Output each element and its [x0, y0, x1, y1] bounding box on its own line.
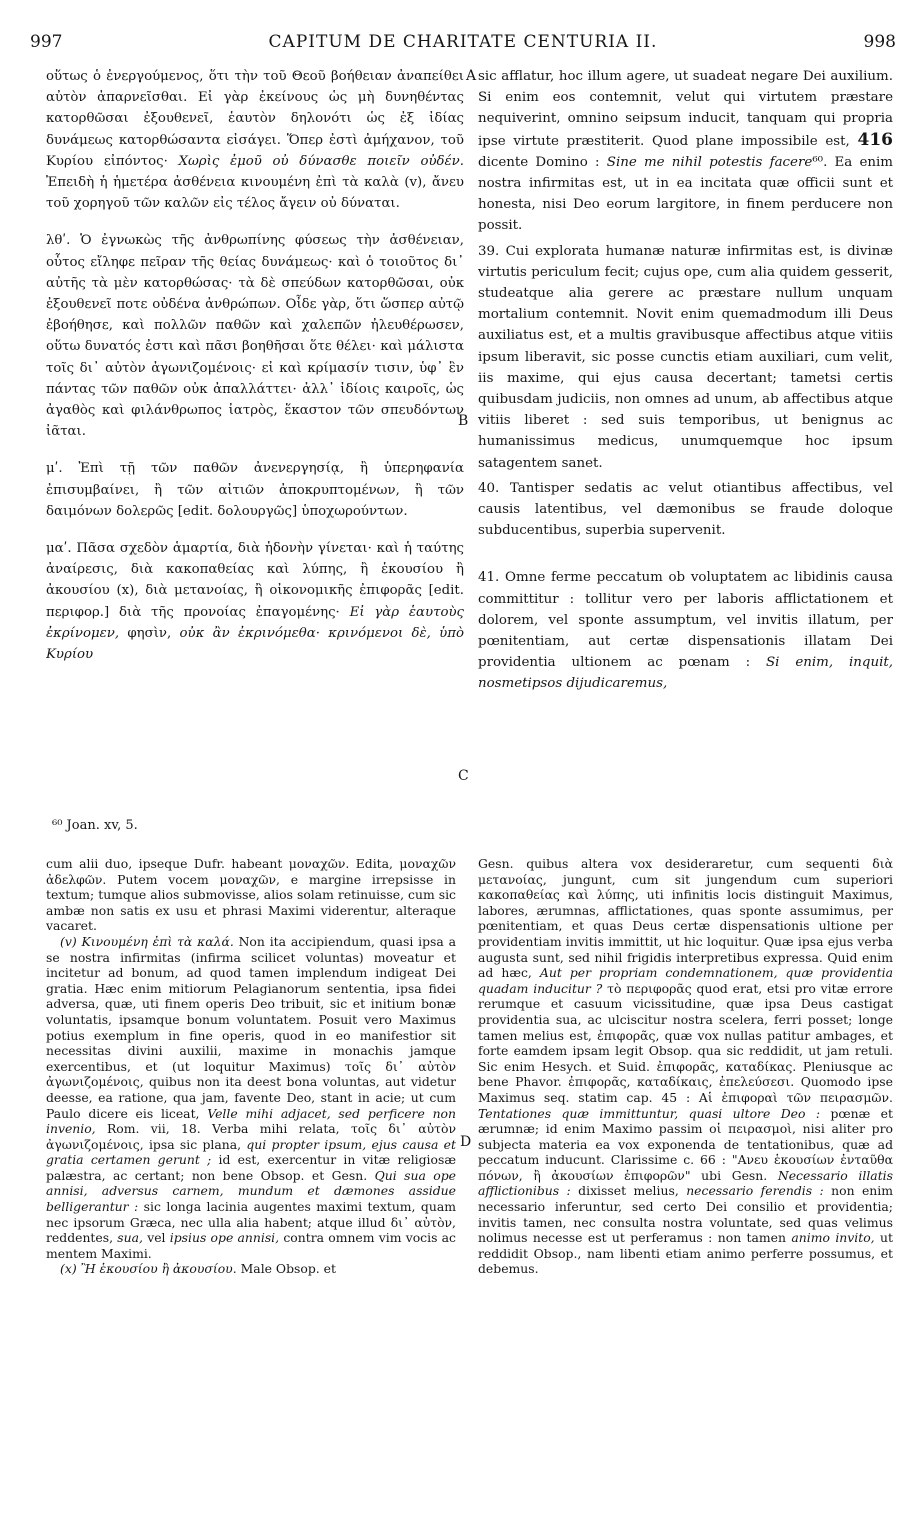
greek-paragraph-41: μαʹ. Πᾶσα σχεδὸν ἁμαρτία, διὰ ἡδονὴν γίνεται· καὶ ἡ ταύτης ἀναίρεσις, διὰ κακοπαθείας καὶ λύπης, ἢ ἑκουσίου ἢ ἀκουσίου (x), διὰ μετανοίας, ἢ οἰκονομικῆς ἐπιφορᾶς [edit. περιφορ.] διὰ τῆς προνοίας ἐπαγομένης· Εἰ γὰρ ἑαυτοὺς ἐκρίνομεν, φησὶν, οὐκ ἂν ἐκρινόμεθα· κρινόμενοι δὲ, ὑπὸ Κυρίου [46, 541, 464, 663]
note-x-continued: Gesn. quibus altera vox desideraretur, cum sequenti διὰ μετανοίας, jungunt, cum sit jungendum cum superiori κακοπαθείας καὶ λύπης, uti infinitis locis distinguit Maximus, labores, ærumnas, afflictationes, quas sponte assumimus, per pœnitentiam, et quas Deus certæ dispensationis ultione per providentiam invitis immittit, ut hic loquitur. Quæ ipsa ejus verba augusta sunt, sed nihil frigidis interpretibus expressa. Quid enim ad hæc, Aut per propriam condemnationem, quæ providentia quadam inducitur ? τὸ περιφορᾶς quod erat, etsi pro vitæ errore rerumque et casuum vicissitudine, quæ ipsa Deus castigat providentia sua, ac ulciscitur nostra scelera, ferri posset; longe tamen melius est, ἐπιφορᾶς, quæ vox nullas patitur ambages, et forte eamdem ipsam legit Obsop. qua sic reddidit, ut jam retuli. Sic enim Hesych. et Suid. ἐπιφορᾶς, καταδίκας. Pleniusque ac bene Phavor. ἐπιφορᾶς, καταδίκαις, ἐπελεύσεσι. Quomodo ipse Maximus seq. statim cap. 45 : Αἱ ἐπιφοραὶ τῶν πειρασμῶν. Tentationes quæ immittuntur, quasi ultore Deo : pœnæ et ærumnæ; id enim Maximo passim οἱ πειρασμοὶ, nisi aliter pro subjecta materia ea vox exponenda de tentationibus, quæ ad peccatum inducunt. Clarissime c. 66 : "Ανευ ἑκουσίων ἐνταῦθα πόνων, ἢ ἀκουσίων ἐπιφορῶν" ubi Gesn. Necessario illatis afflictionibus : dixisset melius, necessario ferendis : non enim necessario inferuntur, sed certo Dei consilio et providentia; invitis tamen, nec consulta nostra voluntate, sed quas velimus nolimus necesse est ut perferamus : non tamen animo invito, ut reddidit Obsop., nam libenti etiam animo perferre possumus, et debemus. [478, 856, 893, 1277]
latin-scripture-quote: Sine me nihil potestis facere [606, 154, 813, 170]
running-header [30, 32, 896, 58]
page-title: CAPITUM DE CHARITATE CENTURIA II. [268, 32, 658, 52]
margin-letter-b: B [458, 413, 469, 429]
page-number-right: 998 [863, 32, 896, 52]
note-x: (x) Ἢ ἑκουσίου ἢ ἀκουσίου. Male Obsop. et [60, 1261, 336, 1277]
notes-left-column [46, 856, 456, 1496]
greek-paragraph-40: μʹ. Ἐπὶ τῇ τῶν παθῶν ἀνενεργησίᾳ, ἢ ὑπερηφανία ἐπισυμβαίνει, ἢ τῶν αἰτιῶν ἀποκρυπτομένων, ἢ τῶν δαιμόνων δολερῶς [edit. δολουργῶς] ὑποχωρούντων. [46, 461, 464, 519]
note-v: (v) Κινουμένη ἐπὶ τὰ καλά. Non ita accipiendum, quasi ipsa a se nostra infirmitas (infirma scilicet voluntas) moveatur et incitetur ad bonum, ad quod tamen implendum indigeat Dei gratia. Hæc enim mitiorum Pelagianorum sententia, ipsa fidei adversa, quæ, uti finem operis Deo tribuit, sic et initium bonæ voluntatis, ipsamque bonum voluntatem. Posuit vero Maximus potius exemplum in fine operis, quod in eo manifestior sit necessitas divini auxilii, maxime in monachis jamque exercentibus, et (ut loquitur Maximus) τοῖς δι᾽ αὐτὸν ἀγωνιζομένοις, quibus non ita deest bona voluntas, aut videtur deesse, ea ratione, qua jam, favente Deo, stant in acie; ut cum Paulo dicere eis liceat, Velle mihi adjacet, sed perficere non invenio, Rom. vii, 18. Verba mihi relata, τοῖς δι᾽ αὐτὸν ἀγωνιζομένοις, ipsa sic plana, qui propter ipsum, ejus causa et gratia certamen gerunt ; id est, exercentur in vitæ religiosæ palæstra, ac certant; non bene Obsop. et Gesn. Qui sua ope annisi, adversus carnem, mundum et dæmones assidue belligerantur : sic longa lacinia augentes maximi textum, quam nec ipsorum Græca, nec ulla alia habent; atque illud δι᾽ αὐτὸν, reddentes, sua, vel ipsius ope annisi, contra omnem vim vocis ac mentem Maximi. [46, 933, 456, 1261]
greek-paragraph-39: λθʹ. Ὁ ἐγνωκὼς τῆς ἀνθρωπίνης φύσεως τὴν ἀσθένειαν, οὗτος εἴληφε πεῖραν τῆς θείας δυνάμεως· καὶ ὁ τοιοῦτος δι᾽ αὐτῆς τὰ μὲν κατορθώσας· τὰ δὲ σπεύδων κατορθῶσαι, οὐκ ἐξουθενεῖ ποτε οὐδένα ἀνθρώπων. Οἶδε γὰρ, ὅτι ὥσπερ αὐτῷ ἐβοήθησε, καὶ πολλῶν παθῶν καὶ χαλεπῶν ἠλευθέρωσεν, οὕτω δυνατός ἐστι καὶ πᾶσι βοηθῆσαι ὅτε θέλει· καὶ μάλιστα τοῖς δι᾽ αὐτὸν ἀγωνιζομένοις· εἰ καὶ κρίμασίν τισιν, ὑφ᾽ ἓν πάντας τῶν παθῶν οὐκ ἀπαλλάττει· ἀλλ᾽ ἰδίοις καιροῖς, ὡς ἀγαθὸς καὶ φιλάνθρωπος ἰατρὸς, ἕκαστον τῶν σπευδόντων ἰᾶται. [46, 233, 464, 440]
notes-right-column [478, 856, 893, 1496]
latin-paragraph-40: 40. Tantisper sedatis ac velut otiantibus affectibus, vel causis latentibus, vel dæmonibus se fraude doloque subducentibus, superbia supervenit. [478, 480, 893, 539]
page-number-left: 997 [30, 32, 63, 52]
footnote-ref: ⁶⁰ [812, 154, 824, 170]
latin-paragraph-continued: sic afflatur, hoc illum agere, ut suadeat negare Dei auxilium. Si enim eos contemnit, velut qui virtutem præstare nequiverint, omnino seipsum inducit, tanquam qui propria ipse virtute præstiterit. Quod plane impossibile est, 416 dicente Domino : Sine me nihil potestis facere⁶⁰. Ea enim nostra infirmitas est, ut in ea incitata quæ officii sunt et honesta, nisi Deo eorum largitore, in finem perducere non possit. [478, 69, 893, 234]
latin-column [478, 66, 893, 810]
footnote: ⁶⁰ Joan. xv, 5. [52, 818, 138, 833]
latin-paragraph-39: 39. Cui explorata humanæ naturæ infirmitas est, is divinæ virtutis periculum fecit; cujus ope, cum alia quidem gesserit, studeatque alia gerere ac præstare nullum unquam mortalium contemnit. Novit enim quemadmodum illi Deus auxiliatus est, et a multis gravibusque affectibus atque vitiis ipsum liberavit, sic posse cunctis etiam auxiliari, cum velit, iis maxime, qui ejus causa decertant; tametsi certis quibusdam judiciis, non omnes ad unum, ab affectibus atque vitiis liberet : sed suis temporibus, ut benignus ac humanissimus medicus, unumquemque hoc ipsum satagentem sanet. [478, 243, 893, 471]
margin-letter-a: A [466, 68, 477, 84]
margin-letter-c: C [458, 768, 469, 784]
greek-paragraph-continued: οὕτως ὁ ἐνεργούμενος, ὅτι τὴν τοῦ Θεοῦ βοήθειαν ἀναπείθει αὐτὸν ἀπαρνεῖσθαι. Εἰ γὰρ ἐκείνους ὡς μὴ δυνηθέντας κατορθῶσαι ἐξουθενεῖ, ἑαυτὸν δηλονότι ὡς ἐξ ἰδίας δυνάμεως κατορθώσαντα εἰσάγει. Ὅπερ ἐστὶ ἀμήχανον, τοῦ Κυρίου εἰπόντος· Χωρὶς ἐμοῦ οὐ δύνασθε ποιεῖν οὐδέν. Ἐπειδὴ ἡ ἡμετέρα ἀσθένεια κινουμένη ἐπὶ τὰ καλὰ (v), ἄνευ τοῦ χορηγοῦ τῶν καλῶν εἰς τέλος ἄγειν οὐ δύναται. [46, 69, 464, 212]
greek-column [46, 66, 464, 810]
latin-paragraph-41: 41. Omne ferme peccatum ob voluptatem ac libidinis causa committitur : tollitur vero per laboris afflictationem et dolorem, vel sponte assumptum, vel invitis illatum, per pœnitentiam, aut certæ dispensationis illatam Dei providentia ultionem ac pœnam : Si enim, inquit, nosmetipsos dijudicaremus, [478, 570, 893, 692]
greek-scripture-quote: Χωρὶς ἐμοῦ οὐ δύνασθε ποιεῖν οὐδέν. [178, 153, 464, 169]
column-number: 416 [857, 129, 893, 150]
margin-letter-d: D [460, 1134, 472, 1150]
note-continued: cum alii duo, ipseque Dufr. habeant μοναχῶν. Edita, μοναχῶν ἀδελφῶν. Putem vocem μοναχῶν, e margine irrepsisse in textum; tumque alios submovisse, alios solam retinuisse, cum sic ambæ non satis ex usu et phrasi Maximi viderentur, alteraque vacaret. [46, 856, 456, 934]
